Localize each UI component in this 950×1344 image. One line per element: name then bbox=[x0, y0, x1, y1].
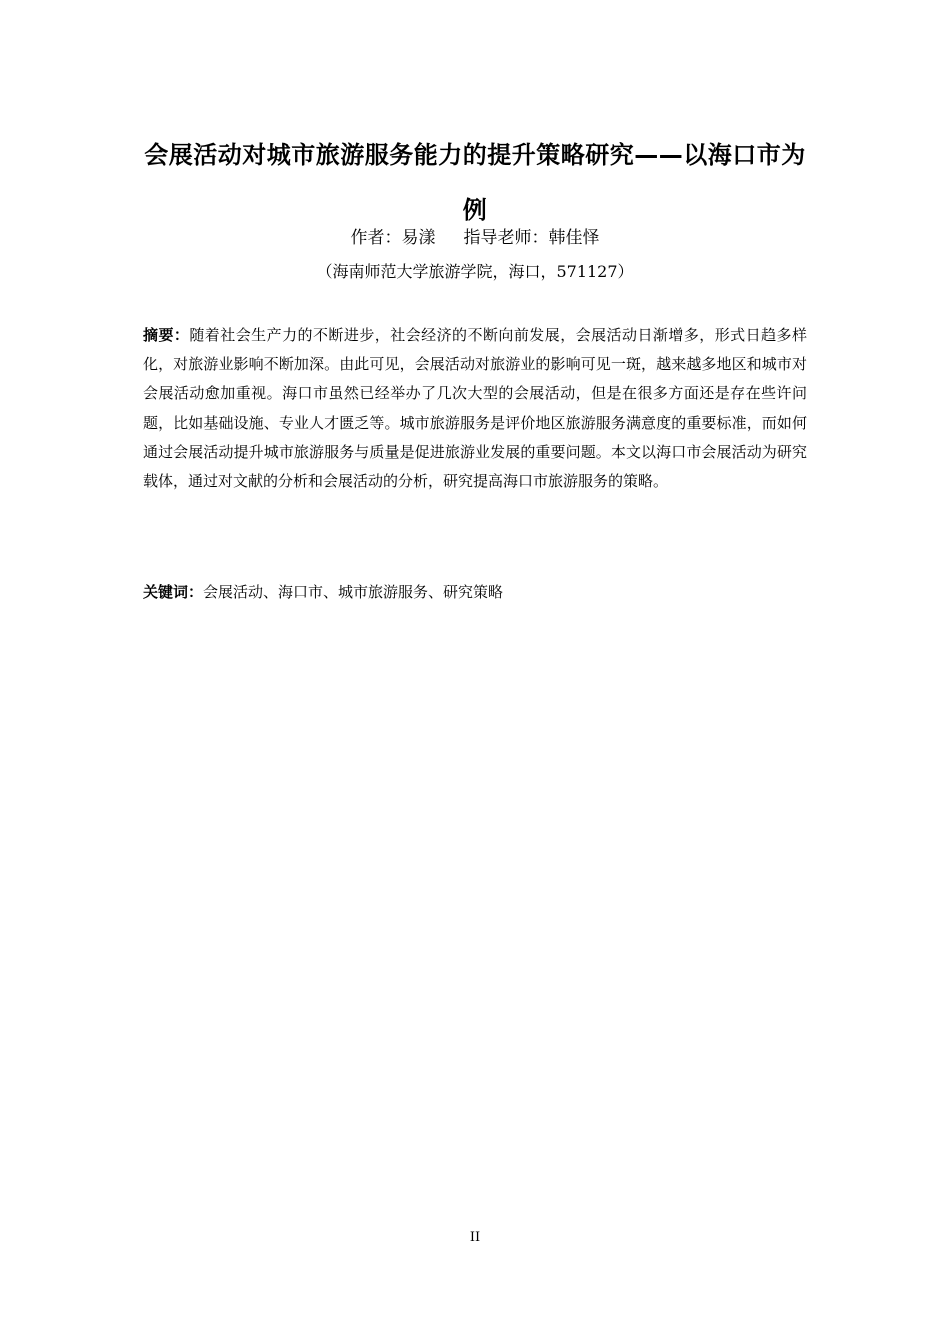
paper-title: 会展活动对城市旅游服务能力的提升策略研究——以海口市为例 bbox=[144, 141, 806, 224]
advisor-name: 韩佳怿 bbox=[548, 228, 600, 248]
abstract-text: 随着社会生产力的不断进步，社会经济的不断向前发展，会展活动日渐增多，形式日趋多样化，对旅游业影响不断加深。由此可见，会展活动对旅游业的影响可见一斑，越来越多地区和城市对会展活动愈加重视。海口市虽然已经举办了几次大型的会展活动，但是在很多方面还是存在些许问题，比如基础设施、专业人才匮乏等。城市旅游服务是评价地区旅游服务满意度的重要标准，而如何通过会展活动提升城市旅游服务与质量是促进旅游业发展的重要问题。本文以海口市会展活动为研究载体，通过对文献的分析和会展活动的分析，研究提高海口市旅游服务的策略。 bbox=[143, 326, 807, 491]
keywords-label: 关键词： bbox=[143, 583, 204, 601]
author-label: 作者： bbox=[350, 228, 402, 248]
keywords-text: 会展活动、海口市、城市旅游服务、研究策略 bbox=[203, 583, 504, 601]
author-name: 易漾 bbox=[401, 228, 436, 248]
abstract-paragraph bbox=[143, 321, 807, 496]
keywords-line bbox=[143, 578, 807, 607]
affiliation: （海南师范大学旅游学院，海口，571127） bbox=[316, 262, 634, 281]
abstract-label: 摘要： bbox=[143, 326, 190, 344]
advisor-label: 指导老师： bbox=[463, 228, 549, 248]
page-number: II bbox=[469, 1230, 481, 1245]
author-line bbox=[140, 225, 810, 251]
